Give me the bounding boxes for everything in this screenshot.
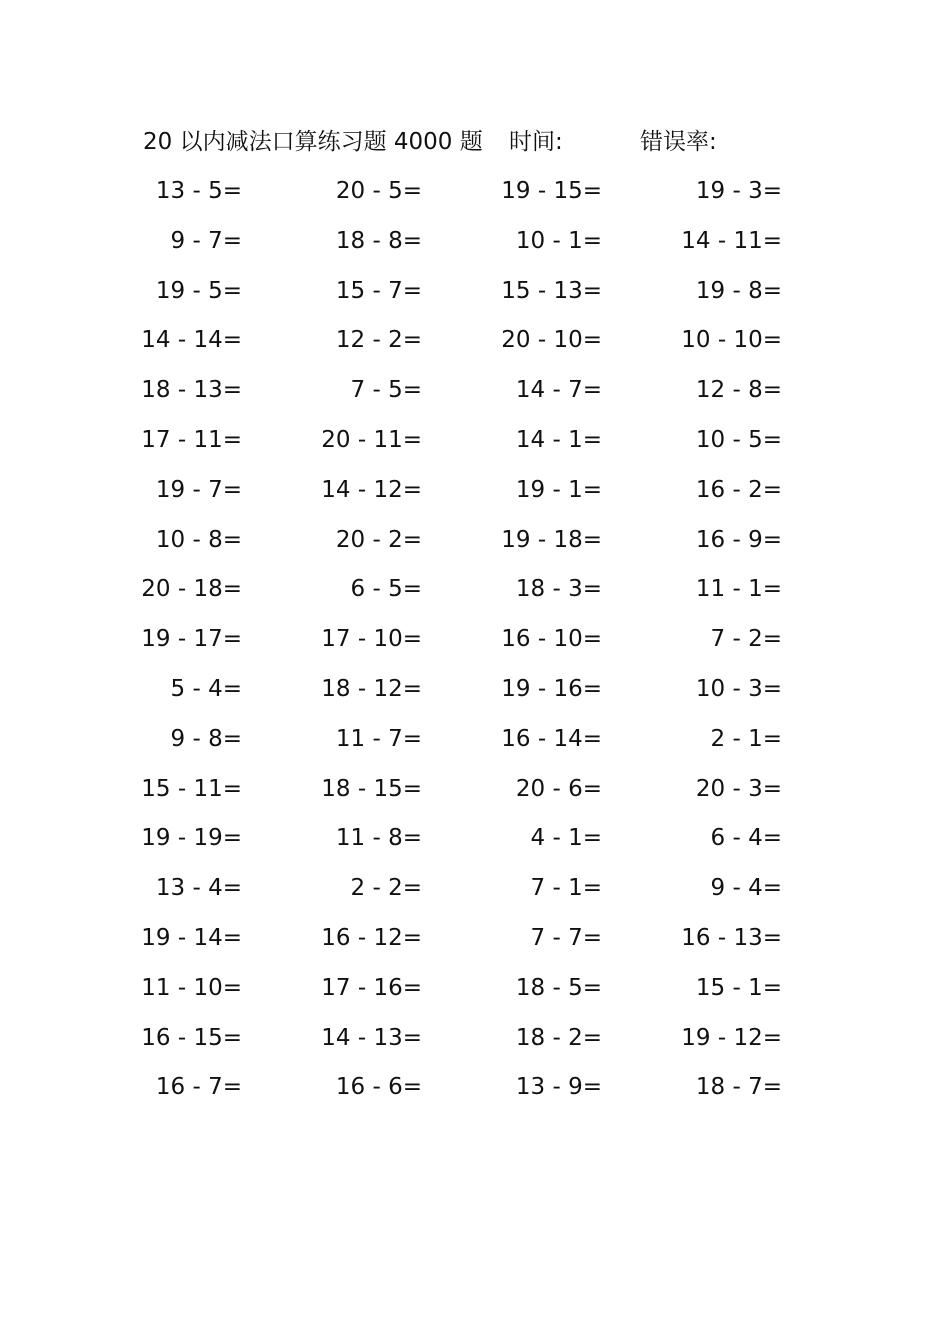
subtraction-problem: 18 - 3= (515, 576, 602, 603)
subtraction-problem: 16 - 7= (155, 1074, 242, 1101)
subtraction-problem: 2 - 1= (710, 725, 782, 752)
subtraction-problem: 16 - 15= (141, 1024, 242, 1051)
subtraction-problem: 18 - 15= (321, 775, 422, 802)
problem-row (0, 220, 950, 270)
subtraction-problem: 19 - 3= (695, 178, 782, 204)
subtraction-problem: 17 - 11= (141, 426, 242, 453)
subtraction-problem: 20 - 5= (335, 178, 422, 204)
subtraction-problem: 9 - 7= (170, 227, 242, 254)
problem-row (0, 519, 950, 569)
subtraction-problem: 15 - 13= (501, 277, 602, 304)
subtraction-problem: 19 - 1= (515, 476, 602, 503)
problem-row (0, 1017, 950, 1067)
subtraction-problem: 19 - 5= (155, 277, 242, 304)
subtraction-problem: 13 - 5= (155, 178, 242, 204)
worksheet-header (143, 124, 803, 160)
problem-row (0, 419, 950, 469)
problem-row (0, 718, 950, 768)
subtraction-problem: 4 - 1= (530, 825, 602, 852)
subtraction-problem: 19 - 19= (141, 825, 242, 852)
subtraction-problem: 19 - 18= (501, 526, 602, 553)
subtraction-problem: 16 - 12= (321, 924, 422, 951)
subtraction-problem: 18 - 5= (515, 974, 602, 1001)
error-rate-label: 错误率: (640, 129, 717, 155)
subtraction-problem: 11 - 1= (695, 576, 782, 603)
subtraction-problem: 15 - 11= (141, 775, 242, 802)
subtraction-problem: 14 - 11= (681, 227, 782, 254)
subtraction-problem: 16 - 9= (695, 526, 782, 553)
subtraction-problem: 5 - 4= (170, 675, 242, 702)
subtraction-problem: 16 - 6= (335, 1074, 422, 1101)
subtraction-problem: 19 - 17= (141, 626, 242, 653)
subtraction-problem: 11 - 7= (335, 725, 422, 752)
subtraction-problem: 18 - 7= (695, 1074, 782, 1101)
subtraction-problem: 14 - 14= (141, 327, 242, 354)
subtraction-problem: 12 - 8= (695, 377, 782, 404)
problem-row (0, 917, 950, 967)
subtraction-problem: 18 - 12= (321, 675, 422, 702)
subtraction-problem: 16 - 13= (681, 924, 782, 951)
subtraction-problem: 16 - 2= (695, 476, 782, 503)
subtraction-problem: 10 - 1= (515, 227, 602, 254)
problem-row (0, 768, 950, 818)
subtraction-problem: 13 - 4= (155, 875, 242, 902)
problem-row (0, 319, 950, 369)
subtraction-problem: 6 - 4= (710, 825, 782, 852)
problem-row (0, 469, 950, 519)
subtraction-problem: 12 - 2= (335, 327, 422, 354)
time-label: 时间: (509, 129, 563, 155)
problem-row (0, 270, 950, 320)
subtraction-problem: 6 - 5= (350, 576, 422, 603)
subtraction-problem: 19 - 15= (501, 178, 602, 204)
subtraction-problem: 11 - 8= (335, 825, 422, 852)
subtraction-problem: 20 - 11= (321, 426, 422, 453)
subtraction-problem: 19 - 7= (155, 476, 242, 503)
subtraction-problem: 16 - 10= (501, 626, 602, 653)
subtraction-problem: 14 - 12= (321, 476, 422, 503)
subtraction-problem: 20 - 3= (695, 775, 782, 802)
subtraction-problem: 10 - 8= (155, 526, 242, 553)
subtraction-problem: 9 - 4= (710, 875, 782, 902)
subtraction-problem: 17 - 10= (321, 626, 422, 653)
problem-row (0, 817, 950, 867)
worksheet-title: 20 以内减法口算练习题 4000 题 (143, 129, 483, 155)
problem-row (0, 867, 950, 917)
subtraction-problem: 14 - 7= (515, 377, 602, 404)
subtraction-problem: 13 - 9= (515, 1074, 602, 1101)
subtraction-problem: 20 - 18= (141, 576, 242, 603)
problem-row (0, 568, 950, 618)
subtraction-problem: 17 - 16= (321, 974, 422, 1001)
subtraction-problem: 10 - 3= (695, 675, 782, 702)
problem-row (0, 967, 950, 1017)
subtraction-problem: 19 - 14= (141, 924, 242, 951)
problem-row (0, 369, 950, 419)
problem-row (0, 618, 950, 668)
subtraction-problem: 14 - 13= (321, 1024, 422, 1051)
subtraction-problem: 20 - 6= (515, 775, 602, 802)
subtraction-problem: 18 - 13= (141, 377, 242, 404)
subtraction-problem: 14 - 1= (515, 426, 602, 453)
problem-grid (0, 170, 950, 1116)
subtraction-problem: 11 - 10= (141, 974, 242, 1001)
subtraction-problem: 15 - 1= (695, 974, 782, 1001)
subtraction-problem: 19 - 12= (681, 1024, 782, 1051)
subtraction-problem: 20 - 2= (335, 526, 422, 553)
subtraction-problem: 18 - 2= (515, 1024, 602, 1051)
subtraction-problem: 7 - 2= (710, 626, 782, 653)
subtraction-problem: 19 - 16= (501, 675, 602, 702)
problem-row (0, 668, 950, 718)
problem-row (0, 1066, 950, 1116)
subtraction-problem: 2 - 2= (350, 875, 422, 902)
subtraction-problem: 10 - 10= (681, 327, 782, 354)
subtraction-problem: 7 - 5= (350, 377, 422, 404)
subtraction-problem: 20 - 10= (501, 327, 602, 354)
subtraction-problem: 18 - 8= (335, 227, 422, 254)
subtraction-problem: 9 - 8= (170, 725, 242, 752)
subtraction-problem: 7 - 1= (530, 875, 602, 902)
problem-row (0, 170, 950, 220)
subtraction-problem: 10 - 5= (695, 426, 782, 453)
subtraction-problem: 7 - 7= (530, 924, 602, 951)
subtraction-problem: 19 - 8= (695, 277, 782, 304)
subtraction-problem: 15 - 7= (335, 277, 422, 304)
subtraction-problem: 16 - 14= (501, 725, 602, 752)
